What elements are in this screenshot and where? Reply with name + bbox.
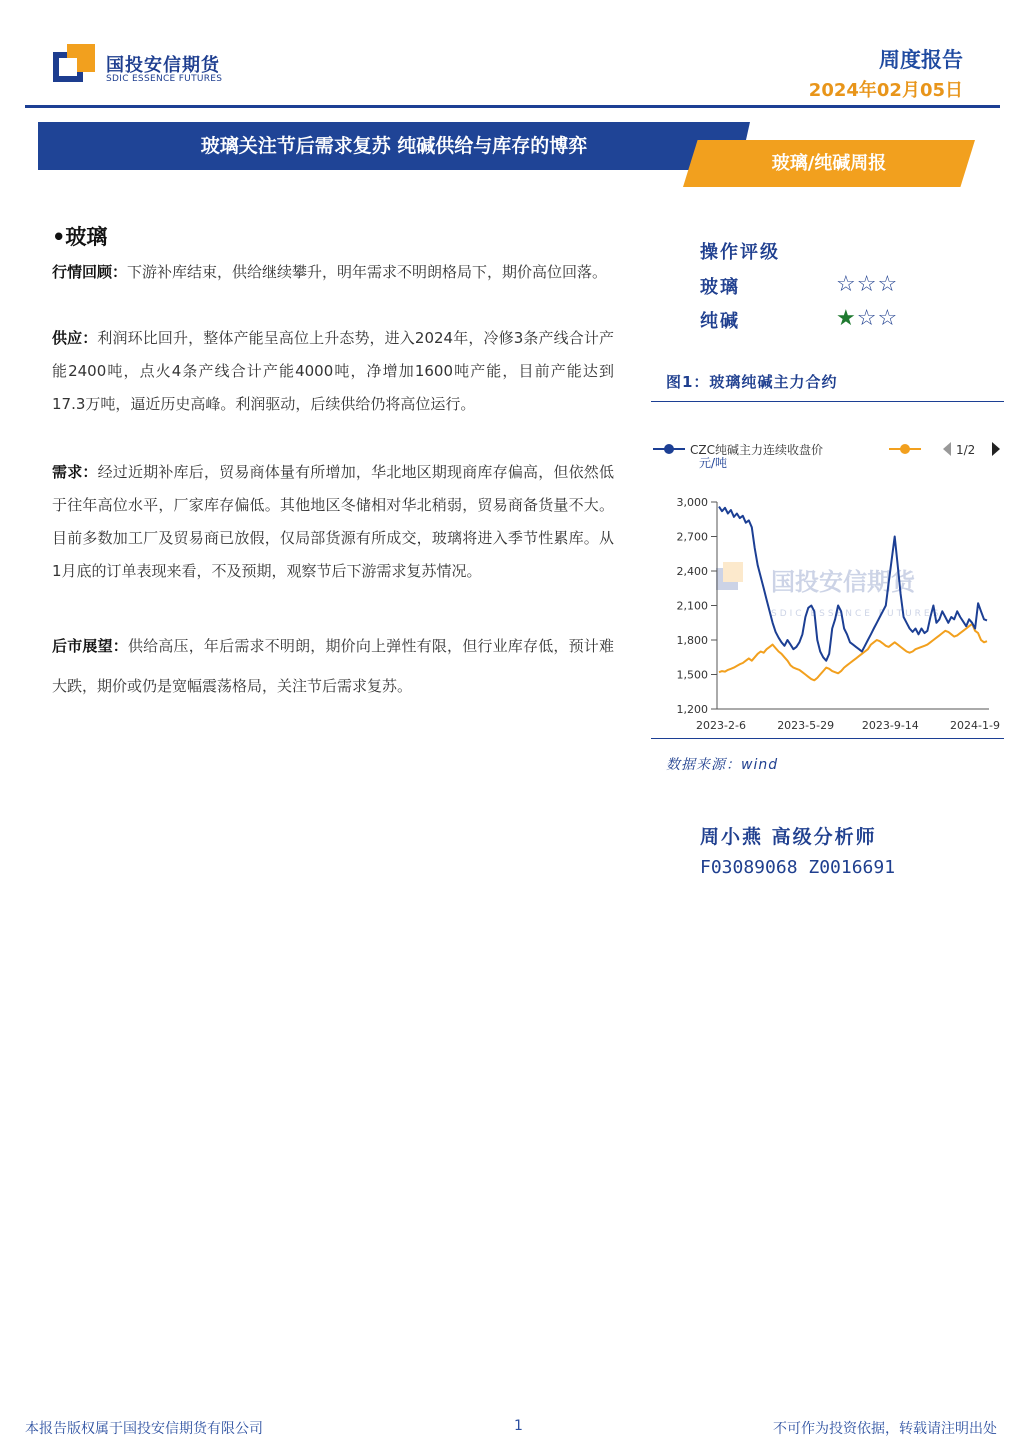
- paragraph-supply: [52, 322, 614, 421]
- analyst-name: 周小燕 高级分析师: [700, 826, 877, 848]
- watermark-text: 国投安信期货: [771, 568, 915, 596]
- paragraph-label: 供应：: [52, 329, 98, 347]
- x-tick-label: 2024-1-9: [950, 719, 1000, 732]
- section-title: •玻璃: [52, 225, 108, 249]
- figure-top-rule: [651, 401, 1004, 402]
- footer-copyright: 本报告版权属于国投安信期货有限公司: [25, 1421, 263, 1437]
- logo-mark-icon: [53, 42, 97, 86]
- paragraph-label: 需求：: [52, 463, 98, 481]
- legend-label-soda-ash: CZC纯碱主力连续收盘价: [690, 443, 823, 457]
- report-type-label: 周度报告: [879, 48, 963, 72]
- legend-next-icon[interactable]: [992, 442, 1000, 456]
- y-axis: [677, 496, 718, 716]
- y-axis-unit: 元/吨: [699, 456, 728, 470]
- y-tick-label: 2,100: [676, 599, 708, 613]
- data-source: 数据来源：wind: [666, 757, 779, 773]
- paragraph-demand: [52, 456, 614, 588]
- star-empty-icon: ☆☆: [856, 306, 899, 331]
- rating-label-soda-ash: 纯碱: [700, 311, 740, 332]
- series-line-orange: [719, 624, 987, 680]
- y-tick-label: 2,400: [676, 565, 708, 578]
- report-date: 2024年02月05日: [808, 80, 963, 101]
- watermark-english: SDIC ESSENCE FUTURES: [771, 609, 942, 619]
- paragraph-text: 下游补库结束，供给继续攀升，明年需求不明朗格局下，期价高位回落。: [127, 263, 608, 281]
- rating-stars-glass: ☆☆☆: [836, 272, 899, 297]
- chart-legend: [653, 442, 1000, 457]
- x-axis: [696, 719, 1000, 732]
- analyst-license-ids: F03089068 Z0016691: [700, 857, 896, 878]
- figure-bottom-rule: [651, 738, 1004, 739]
- paragraph-label: 后市展望：: [52, 637, 128, 655]
- legend-prev-icon[interactable]: [943, 442, 951, 456]
- footer-page-number: 1: [514, 1418, 523, 1434]
- paragraph-market-review: [52, 256, 614, 289]
- watermark: [716, 562, 941, 619]
- paragraph-text: 利润环比回升，整体产能呈高位上升态势，进入2024年，冷修3条产线合计产能2400吨，点火4条产线合计产能4000吨，净增加1600吨产能，目前产能达到17.3万吨，逼近历史高峰。利润驱动，后续供给仍将高位运行。: [52, 329, 614, 413]
- y-tick-label: 1,800: [676, 634, 708, 647]
- category-tag: 玻璃/纯碱周报: [771, 153, 887, 174]
- logo-text: 国投安信期货: [106, 55, 220, 76]
- header-divider: [25, 105, 1000, 108]
- logo-english-text: SDIC ESSENCE FUTURES: [106, 74, 223, 84]
- y-tick-label: 2,700: [676, 530, 708, 544]
- rating-stars-soda-ash: [836, 308, 898, 330]
- figure-title: 图1：玻璃纯碱主力合约: [666, 373, 838, 391]
- footer-disclaimer: 不可作为投资依据，转载请注明出处: [773, 1421, 997, 1437]
- paragraph-text: 供给高压，年后需求不明朗，期价向上弹性有限，但行业库存低，预计难大跌，期价或仍是宽幅震荡格局，关注节后需求复苏。: [52, 637, 614, 695]
- y-tick-label: 1,500: [676, 668, 708, 682]
- paragraph-text: 经过近期补库后，贸易商体量有所增加，华北地区期现商库存偏高，但依然低于往年高位水平，厂家库存偏低。其他地区冬储相对华北稍弱，贸易商备货量不大。目前多数加工厂及贸易商已放假，仅局部货源有所成交，玻璃将进入季节性累库。从1月底的订单表现来看，不及预期，观察节后下游需求复苏情况。: [52, 463, 614, 580]
- paragraph-label: 行情回顾：: [52, 263, 128, 281]
- rating-label-glass: 玻璃: [700, 277, 740, 298]
- star-full-icon: ★: [836, 306, 857, 331]
- y-tick-label: 3,000: [676, 496, 708, 509]
- y-tick-label: 1,200: [676, 703, 708, 716]
- legend-page-indicator: 1/2: [956, 443, 976, 457]
- x-tick-label: 2023-2-6: [696, 719, 746, 732]
- rating-title: 操作评级: [700, 242, 780, 263]
- price-chart: [651, 430, 1004, 735]
- legend-marker-soda-ash: [664, 444, 674, 454]
- x-tick-label: 2023-9-14: [861, 719, 919, 732]
- paragraph-outlook: [52, 626, 614, 706]
- x-tick-label: 2023-5-29: [777, 719, 835, 732]
- report-title: 玻璃关注节后需求复苏 纯碱供给与库存的博弈: [200, 135, 588, 157]
- legend-marker-second-series: [900, 444, 910, 454]
